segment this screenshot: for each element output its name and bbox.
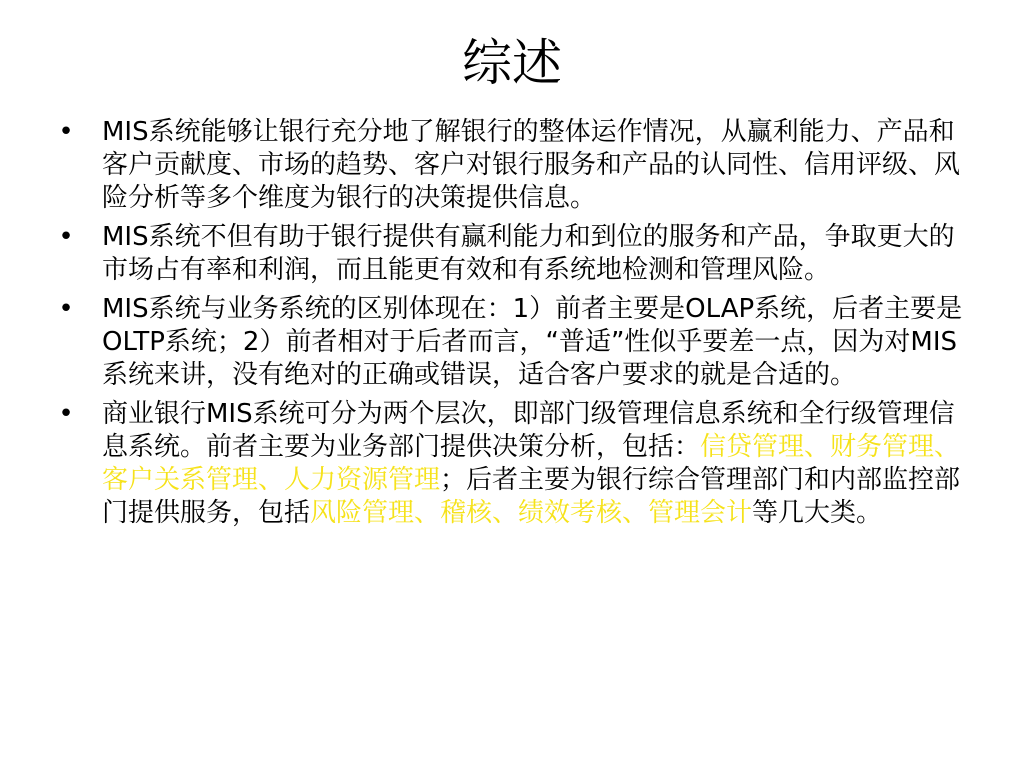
bullet-text-part: 商业银行MIS系统可分为两个层次，即部门级管理信息系统和全行级管理信息系统。前者主要为业务部门提供决策分析，包括： (102, 399, 955, 462)
bullet-text: MIS系统能够让银行充分地了解银行的整体运作情况，从赢利能力、产品和客户贡献度、市场的趋势、客户对银行服务和产品的认同性、信用评级、风险分析等多个维度为银行的决策提供信息。 (102, 117, 961, 213)
bullet-dot-icon: • (58, 117, 74, 147)
bullet-dot-icon: • (58, 294, 74, 324)
bullet-item (56, 398, 968, 530)
bullet-text: MIS系统与业务系统的区别体现在：1）前者主要是OLAP系统，后者主要是OLTP系统；2）前者相对于后者而言，“普适”性似乎要差一点，因为对MIS系统来讲，没有绝对的正确或错误，适合客户要求的就是合适的。 (102, 294, 963, 390)
bullet-text (102, 398, 968, 530)
bullet-list (56, 116, 968, 536)
bullet-text-part: ；后者主要为银行综合管理部门和内部监控部门提供服务，包括 (102, 465, 961, 528)
bullet-dot-icon: • (58, 399, 74, 429)
bullet-item (56, 293, 968, 392)
bullet-text: MIS系统不但有助于银行提供有赢利能力和到位的服务和产品，争取更大的市场占有率和利润，而且能更有效和有系统地检测和管理风险。 (102, 222, 955, 285)
bullet-dot-icon: • (58, 222, 74, 252)
highlighted-text: 信贷管理、财务管理、客户关系管理、人力资源管理 (102, 432, 961, 495)
bullet-item (56, 116, 968, 215)
bullet-item (56, 221, 968, 287)
slide-title: 综述 (462, 34, 562, 92)
bullet-text-part: 等几大类。 (752, 498, 883, 528)
highlighted-text: 风险管理、稽核、绩效考核、管理会计 (310, 498, 753, 528)
